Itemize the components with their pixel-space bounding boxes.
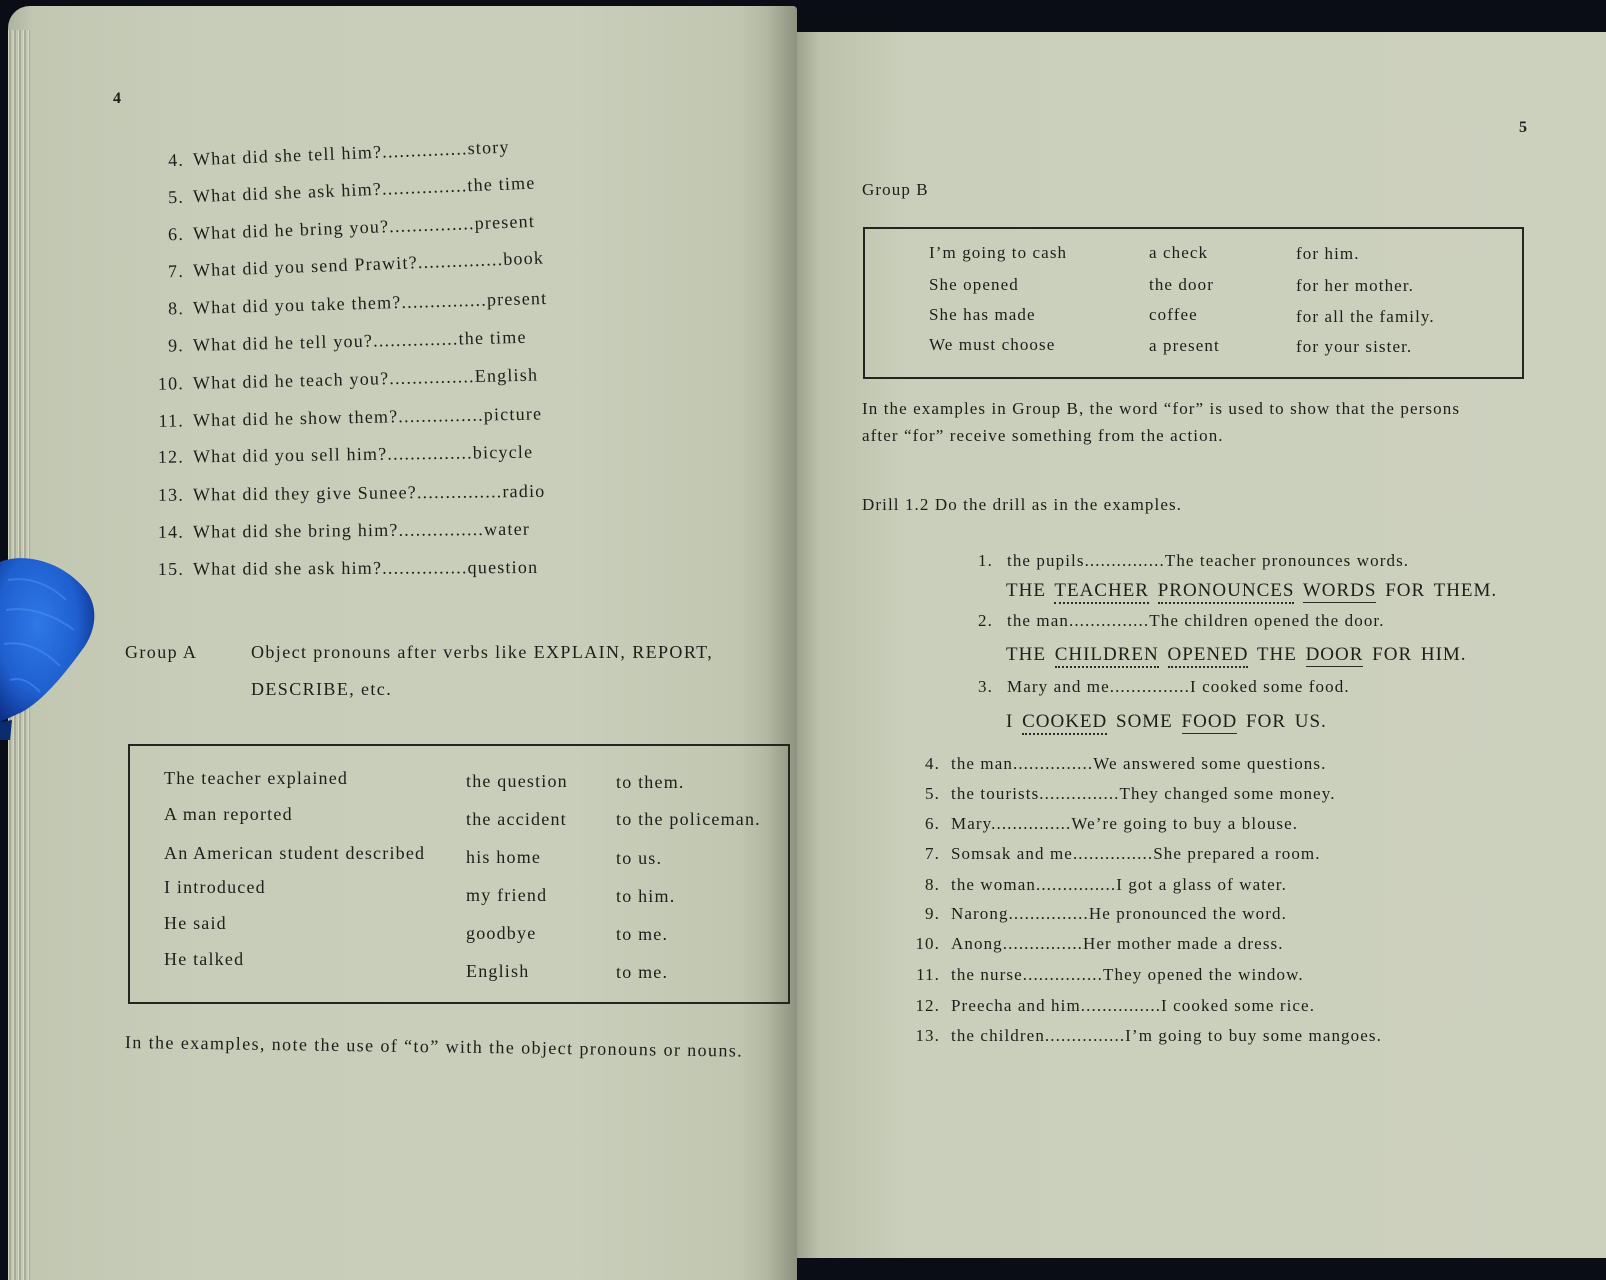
answer-word-underlined: WORDS <box>1302 580 1377 601</box>
example-target: to him. <box>616 886 676 906</box>
question-text: What did he show them?...............picture <box>192 403 543 431</box>
question-text: What did you take them?...............present <box>192 287 548 318</box>
example-object: his home <box>466 847 542 867</box>
example-object: the question <box>466 771 568 791</box>
example-subject: He said <box>164 913 227 933</box>
page-number: 4 <box>113 90 121 107</box>
question-number: 14. <box>157 521 185 542</box>
example-target: to the policeman. <box>616 809 761 829</box>
answer-word-underlined: DOOR <box>1305 644 1364 665</box>
question-line <box>150 402 543 432</box>
drill-example-prompt <box>963 676 1350 698</box>
drill-item-number: 12. <box>915 996 940 1015</box>
question-number: 6. <box>167 223 185 245</box>
example-object: my friend <box>466 885 548 905</box>
question-text: What did he teach you?...............English <box>192 364 539 393</box>
example-object: a check <box>1149 243 1209 262</box>
question-line <box>150 518 530 543</box>
question-number: 9. <box>167 335 185 356</box>
drill-example-text: the man...............The children opened the door. <box>1007 611 1385 630</box>
example-target: to me. <box>616 924 669 944</box>
answer-word: FOR US. <box>1246 711 1327 732</box>
answer-word: SOME <box>1116 711 1173 732</box>
example-beneficiary: for him. <box>1296 244 1360 263</box>
drill-item <box>902 995 1315 1017</box>
drill-item-text: the nurse...............They opened the window. <box>951 965 1304 984</box>
drill-item <box>902 753 1326 775</box>
drill-item-number: 11. <box>916 965 940 984</box>
answer-word-dotted: COOKED <box>1022 711 1107 735</box>
answer-word-dotted: TEACHER <box>1054 580 1149 604</box>
question-text: What did you sell him?...............bicycle <box>192 441 534 467</box>
question-line <box>150 441 534 468</box>
question-number: 4. <box>167 149 185 171</box>
question-text: What did she ask him?...............the time <box>192 172 536 207</box>
example-object: the door <box>1149 275 1214 294</box>
drill-item <box>902 843 1321 865</box>
question-number: 11. <box>158 410 185 431</box>
question-text: What did she bring him?...............water <box>192 518 531 542</box>
question-number: 10. <box>157 373 185 394</box>
question-line <box>150 364 539 395</box>
drill-item <box>902 903 1287 925</box>
drill-item-text: the woman...............I got a glass of water. <box>951 875 1287 894</box>
question-number: 12. <box>157 446 185 467</box>
drill-item <box>902 933 1284 955</box>
question-line <box>150 480 546 506</box>
example-beneficiary: for her mother. <box>1296 276 1414 295</box>
example-subject: He talked <box>164 949 245 969</box>
question-line <box>150 247 545 283</box>
right-page <box>797 32 1606 1258</box>
question-text: What did he tell you?...............the time <box>192 326 527 355</box>
group-a-description: Object pronouns after verbs like EXPLAIN, REPORT, <box>251 642 714 662</box>
question-text: What did she ask him?...............question <box>192 556 539 579</box>
drill-heading: Drill 1.2 Do the drill as in the examples. <box>862 495 1183 514</box>
drill-item <box>902 964 1304 986</box>
example-subject: The teacher explained <box>164 768 349 788</box>
question-line <box>150 326 527 357</box>
question-line <box>150 136 510 172</box>
group-b-label: Group B <box>862 180 929 199</box>
drill-item-number: 13. <box>915 1026 940 1045</box>
example-target: to them. <box>616 772 685 792</box>
drill-example-answer <box>1006 644 1467 666</box>
group-a-description: DESCRIBE, etc. <box>251 679 393 699</box>
blue-cloth <box>0 540 110 740</box>
answer-word: THE <box>1006 580 1046 601</box>
example-beneficiary: for your sister. <box>1296 337 1413 356</box>
drill-item-text: Narong...............He pronounced the word. <box>951 904 1287 923</box>
answer-word: I <box>1006 711 1014 732</box>
drill-item-text: Somsak and me...............She prepared a room. <box>951 844 1321 863</box>
question-line <box>150 172 536 209</box>
drill-item-text: the man...............We answered some questions. <box>951 754 1327 773</box>
drill-item <box>902 813 1298 835</box>
drill-example-number: 2. <box>978 611 993 630</box>
drill-example-prompt <box>963 610 1385 632</box>
question-text: What did she tell him?...............story <box>192 136 510 170</box>
drill-item-number: 8. <box>925 875 940 894</box>
drill-example-text: Mary and me...............I cooked some food. <box>1007 677 1350 696</box>
answer-word: THE <box>1006 644 1046 665</box>
question-text: What did they give Sunee?...............radio <box>192 480 546 505</box>
question-number: 7. <box>167 260 185 282</box>
question-text: What did he bring you?...............present <box>192 210 536 244</box>
drill-example-answer <box>1006 711 1327 733</box>
answer-word-dotted: PRONOUNCES <box>1158 580 1295 604</box>
group-b-example-box <box>863 227 1524 379</box>
answer-word: FOR HIM. <box>1372 644 1467 665</box>
example-subject: A man reported <box>164 804 293 824</box>
example-target: to us. <box>616 848 663 868</box>
drill-item-number: 5. <box>925 784 940 803</box>
drill-example-number: 1. <box>978 551 993 570</box>
group-a-note: In the examples, note the use of “to” with the object pronouns or nouns. <box>124 1032 744 1061</box>
example-object: the accident <box>466 809 567 829</box>
group-a-example-box <box>128 744 790 1004</box>
drill-item-text: Preecha and him...............I cooked some rice. <box>951 996 1316 1015</box>
drill-item-text: Mary...............We’re going to buy a blouse. <box>951 814 1299 833</box>
group-b-explanation: after “for” receive something from the action. <box>862 426 1224 445</box>
group-a-label: Group A <box>125 642 198 662</box>
example-object: English <box>466 961 530 981</box>
answer-word-dotted: CHILDREN <box>1055 644 1159 668</box>
question-number: 15. <box>157 558 185 579</box>
group-b-explanation: In the examples in Group B, the word “for” is used to show that the persons <box>862 399 1461 418</box>
question-number: 8. <box>167 298 185 319</box>
drill-item <box>902 874 1287 896</box>
answer-word-underlined: FOOD <box>1181 711 1238 732</box>
answer-word-dotted: OPENED <box>1168 644 1249 668</box>
drill-item <box>902 1025 1382 1047</box>
drill-example-text: the pupils...............The teacher pronounces words. <box>1007 551 1410 570</box>
example-subject: We must choose <box>929 335 1056 354</box>
drill-item-number: 7. <box>925 844 940 863</box>
question-line <box>150 287 548 320</box>
drill-item-number: 4. <box>925 754 940 773</box>
answer-word: THE <box>1256 644 1297 665</box>
drill-item-text: the tourists...............They changed some money. <box>951 784 1336 803</box>
spine-shadow <box>767 6 797 1280</box>
example-subject: She opened <box>929 275 1019 294</box>
question-text: What did you send Prawit?...............book <box>192 247 545 281</box>
example-object: goodbye <box>466 923 537 943</box>
drill-item-number: 10. <box>915 934 940 953</box>
left-page <box>8 6 797 1280</box>
question-number: 13. <box>157 484 185 505</box>
drill-item <box>902 783 1336 805</box>
example-subject: She has made <box>929 305 1036 324</box>
example-subject: I’m going to cash <box>929 243 1068 262</box>
drill-example-number: 3. <box>978 677 993 696</box>
drill-example-answer <box>1006 580 1497 602</box>
example-subject: I introduced <box>164 877 266 897</box>
example-object: a present <box>1149 336 1220 355</box>
drill-example-prompt <box>963 550 1409 572</box>
drill-item-number: 6. <box>925 814 940 833</box>
drill-item-text: Anong...............Her mother made a dress. <box>951 934 1284 953</box>
example-subject: An American student described <box>164 843 426 863</box>
question-number: 5. <box>167 186 185 208</box>
example-target: to me. <box>616 962 669 982</box>
question-line <box>150 210 536 246</box>
page-number: 5 <box>1519 119 1527 136</box>
example-object: coffee <box>1149 305 1198 324</box>
question-line <box>150 556 538 580</box>
answer-word: FOR THEM. <box>1385 580 1498 601</box>
drill-item-number: 9. <box>925 904 940 923</box>
example-beneficiary: for all the family. <box>1296 307 1435 326</box>
drill-item-text: the children...............I’m going to buy some mangoes. <box>951 1026 1382 1045</box>
